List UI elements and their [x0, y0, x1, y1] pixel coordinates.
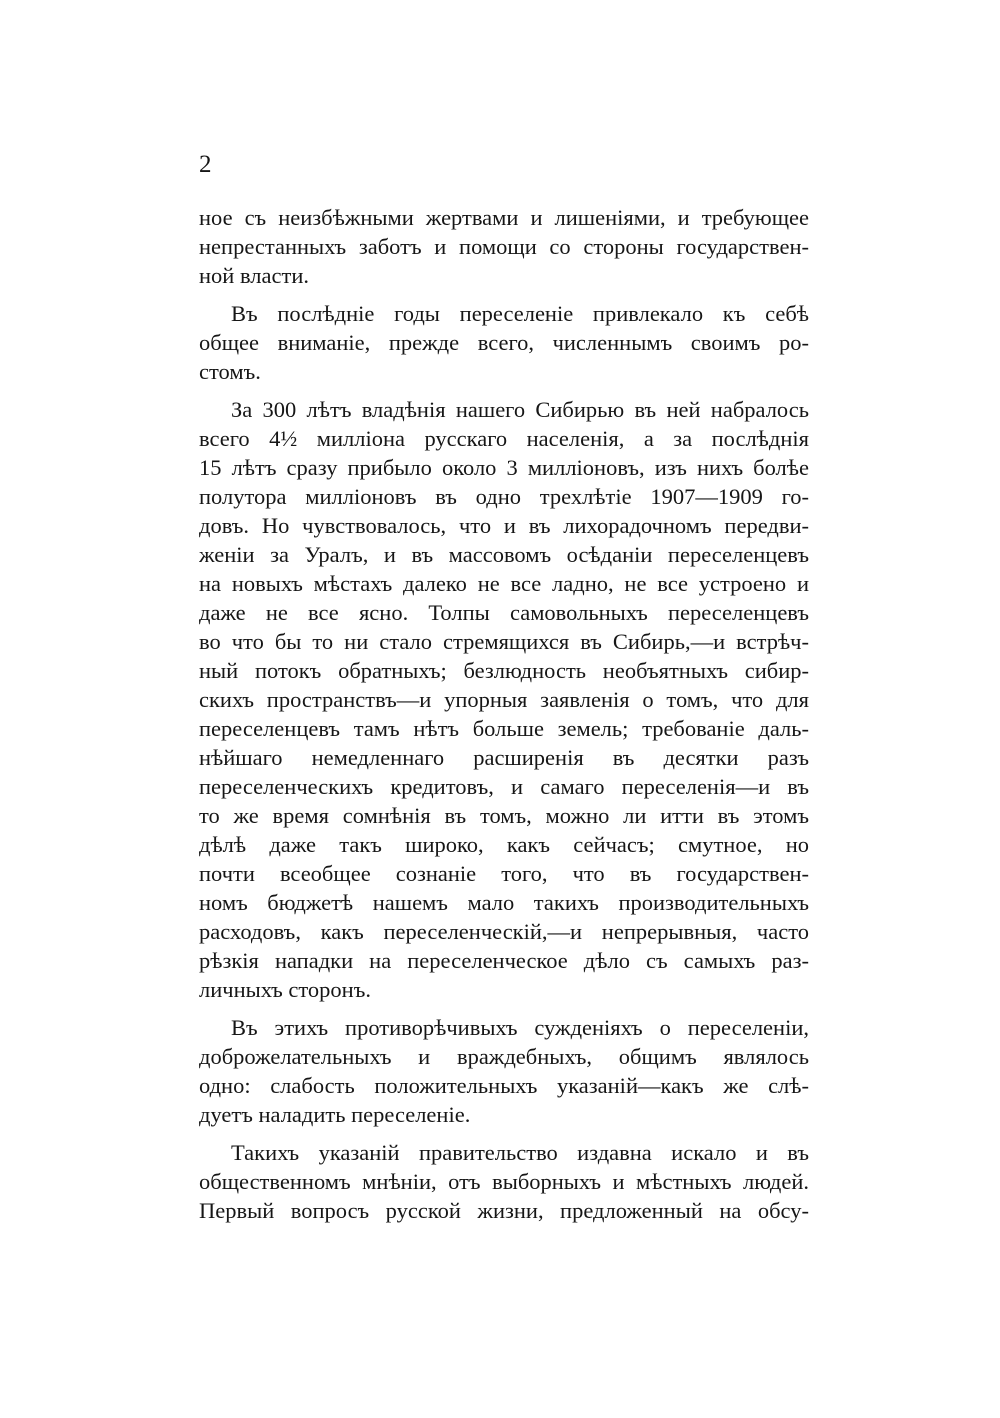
text-line: полутора милліоновъ въ одно трехлѣтіе 1907—1909 го- [199, 484, 809, 509]
paragraph [199, 1138, 809, 1225]
paragraph [199, 203, 809, 290]
text-line: ной власти. [199, 263, 309, 288]
text-line: женіи за Уралъ, и въ массовомъ осѣданіи переселенцевъ [199, 542, 809, 567]
text-line: ный потокъ обратныхъ; безлюдность необъятныхъ сибир- [199, 658, 809, 683]
paragraph [199, 299, 809, 386]
text-line: общественномъ мнѣніи, отъ выборныхъ и мѣстныхъ людей. [199, 1169, 809, 1194]
text-line: рѣзкія нападки на переселенческое дѣло съ самыхъ раз- [199, 948, 809, 973]
text-line: ное съ неизбѣжными жертвами и лишеніями, и требующее [199, 205, 809, 230]
text-line: личныхъ сторонъ. [199, 977, 371, 1002]
text-line: Въ этихъ противорѣчивыхъ сужденіяхъ о переселеніи, [231, 1015, 809, 1040]
text-line: переселенческихъ кредитовъ, и самаго переселенія—и въ [199, 774, 809, 799]
text-line: даже не все ясно. Толпы самовольныхъ переселенцевъ [199, 600, 809, 625]
text-line: всего 4½ милліона русскаго населенія, а за послѣднія [199, 426, 809, 451]
text-line: доброжелательныхъ и враждебныхъ, общимъ являлось [199, 1044, 809, 1069]
text-line: почти всеобщее сознаніе того, что въ государствен- [199, 861, 809, 886]
text-line: 15 лѣтъ сразу прибыло около 3 милліоновъ, изъ нихъ болѣе [199, 455, 809, 480]
text-line: скихъ пространствъ—и упорныя заявленія о томъ, что для [199, 687, 809, 712]
text-line: стомъ. [199, 359, 261, 384]
text-line: довъ. Но чувствовалось, что и въ лихорадочномъ передви- [199, 513, 809, 538]
paragraph [199, 1013, 809, 1129]
page-number: 2 [199, 151, 212, 178]
text-line: номъ бюджетѣ нашемъ мало такихъ производительныхъ [199, 890, 809, 915]
text-line: на новыхъ мѣстахъ далеко не все ладно, не все устроено и [199, 571, 809, 596]
text-line: во что бы то ни стало стремящихся въ Сибирь,—и встрѣч- [199, 629, 809, 654]
body-text [199, 203, 809, 1234]
text-line: дуетъ наладить переселеніе. [199, 1102, 471, 1127]
text-line: общее вниманіе, прежде всего, численнымъ своимъ ро- [199, 330, 809, 355]
text-line: Въ послѣдніе годы переселеніе привлекало къ себѣ [231, 301, 809, 326]
text-line: расходовъ, какъ переселенческій,—и непрерывныя, часто [199, 919, 809, 944]
text-line: Первый вопросъ русской жизни, предложенный на обсу- [199, 1198, 809, 1223]
text-line: то же время сомнѣнія въ томъ, можно ли итти въ этомъ [199, 803, 809, 828]
text-line: дѣлѣ даже такъ широко, какъ сейчасъ; смутное, но [199, 832, 809, 857]
text-line: переселенцевъ тамъ нѣтъ больше земель; требованіе даль- [199, 716, 809, 741]
text-line: Такихъ указаній правительство издавна искало и въ [231, 1140, 809, 1165]
text-line: непрестанныхъ заботъ и помощи со стороны государствен- [199, 234, 809, 259]
text-line: нѣйшаго немедленнаго расширенія въ десятки разъ [199, 745, 809, 770]
text-line: За 300 лѣтъ владѣнія нашего Сибирью въ ней набралось [231, 397, 809, 422]
text-line: одно: слабость положительныхъ указаній—какъ же слѣ- [199, 1073, 809, 1098]
paragraph [199, 395, 809, 1004]
